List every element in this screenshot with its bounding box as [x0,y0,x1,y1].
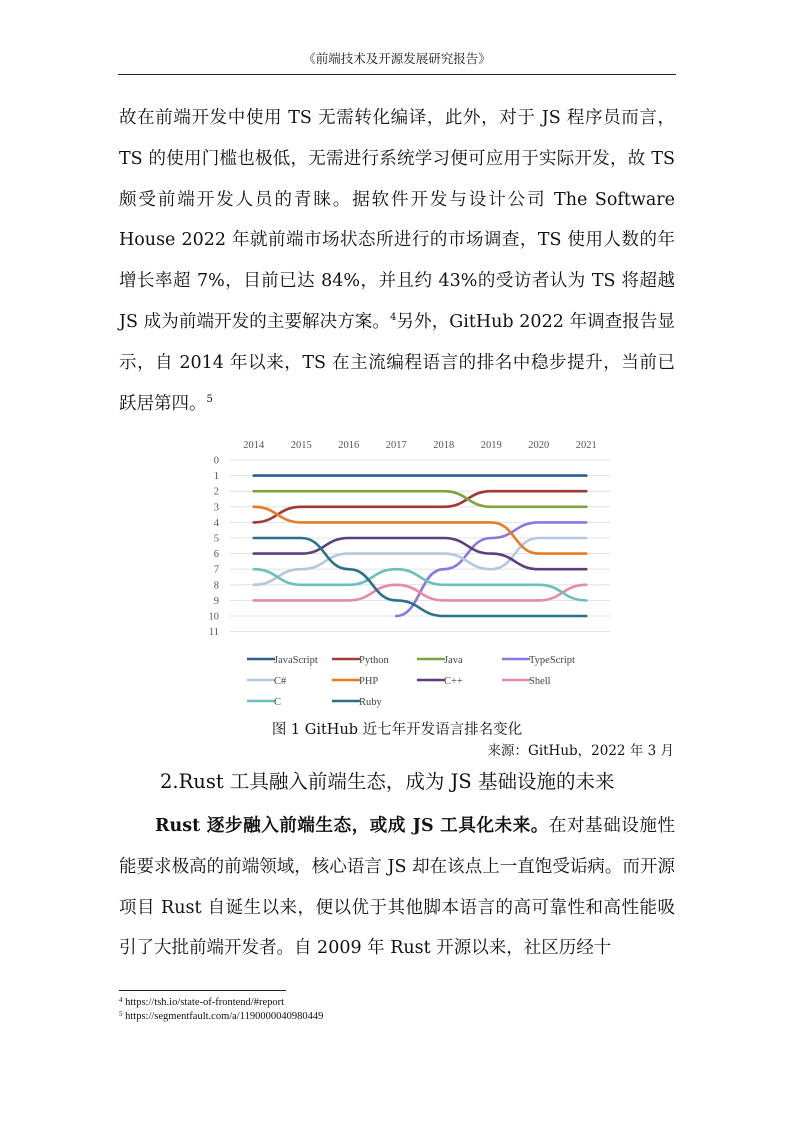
body-paragraph [119,98,675,424]
x-tick-label: 2020 [528,440,550,451]
y-tick-label: 8 [213,580,219,592]
chart-svg [195,432,615,712]
figure-source: 来源：GitHub，2022 年 3 月 [487,743,674,759]
x-tick-label: 2018 [433,440,455,451]
legend-label: C# [274,676,287,687]
footnote-ref[interactable]: 5 [206,393,213,405]
figure-caption: 图 1 GitHub 近七年开发语言排名变化 [271,722,523,738]
legend-label: Shell [529,676,551,687]
footnote-link[interactable]: https://tsh.io/state-of-frontend/#report [125,997,285,1008]
x-tick-label: 2014 [243,440,265,451]
legend-label: Python [359,655,389,666]
x-tick-label: 2016 [338,440,360,451]
y-tick-label: 5 [213,533,219,545]
footnote-number: 4 [119,996,123,1004]
legend-label: PHP [359,676,379,687]
y-tick-label: 0 [213,455,219,467]
language-ranking-chart [195,432,615,712]
footnote-item [119,1010,323,1024]
paragraph-text: 故在前端开发中使用 TS 无需转化编译，此外，对于 JS 程序员而言，TS 的使用门槛也极低，无需进行系统学习便可应用于实际开发，故 TS 颇受前端开发人员的青睐。据软件开发与设计公司 The Software House 2022 年就前端市场状态所进行的市场调查，TS 使用人数的年增长率超 7%，目前已达 84%，并且约 43%的受访者认为 TS 将超越 JS 成为前端开发的主要解决方案。 [119,108,675,332]
series-line-java [254,491,587,507]
paragraph-text: 另外，GitHub 2022 年调查报告显示，自 2014 年以来，TS 在主流编程语言的排名中稳步提升，当前已跃居第四。 [119,311,675,414]
section-heading: 2.Rust 工具融入前端生态，成为 JS 基础设施的未来 [160,770,615,793]
paragraph-text: 在对基础设施性能要求极高的前端领域，核心语言 JS 却在该点上一直饱受诟病。而开源项目 Rust 自诞生以来，便以优于其他脚本语言的高可靠性和高性能吸引了大批前端开发者。自 2009 年 Rust 开源以来，社区历经十 [119,816,676,959]
paragraph-lead: Rust 逐步融入前端生态，或成 JS 工具化未来。 [155,816,549,836]
legend-label: Ruby [359,697,382,708]
y-tick-label: 10 [208,611,219,623]
y-tick-label: 3 [213,502,219,514]
x-tick-label: 2019 [480,440,502,451]
legend-label: TypeScript [529,655,575,666]
footnotes [119,996,323,1024]
footnote-link[interactable]: https://segmentfault.com/a/1190000040980449 [125,1011,324,1022]
body-paragraph [119,806,675,969]
footnote-item [119,996,323,1010]
series-line-shell [254,585,587,601]
x-tick-label: 2021 [575,440,597,451]
legend-label: C++ [444,676,463,687]
y-tick-label: 4 [213,517,219,529]
y-tick-label: 11 [208,627,219,639]
y-tick-label: 6 [213,549,219,561]
footnote-divider [119,990,286,991]
running-header: 《前端技术及开源发展研究报告》 [118,46,676,75]
footnote-ref[interactable]: 4 [390,311,397,323]
legend-label: C [274,697,282,708]
legend-label: JavaScript [274,655,318,666]
x-tick-label: 2015 [290,440,312,451]
y-tick-label: 2 [213,486,219,498]
y-tick-label: 9 [213,595,219,607]
x-tick-label: 2017 [385,440,407,451]
y-tick-label: 7 [213,564,219,576]
y-tick-label: 1 [213,471,219,483]
legend-label: Java [444,655,463,666]
footnote-number: 5 [119,1010,123,1018]
series-line-php [254,507,587,554]
